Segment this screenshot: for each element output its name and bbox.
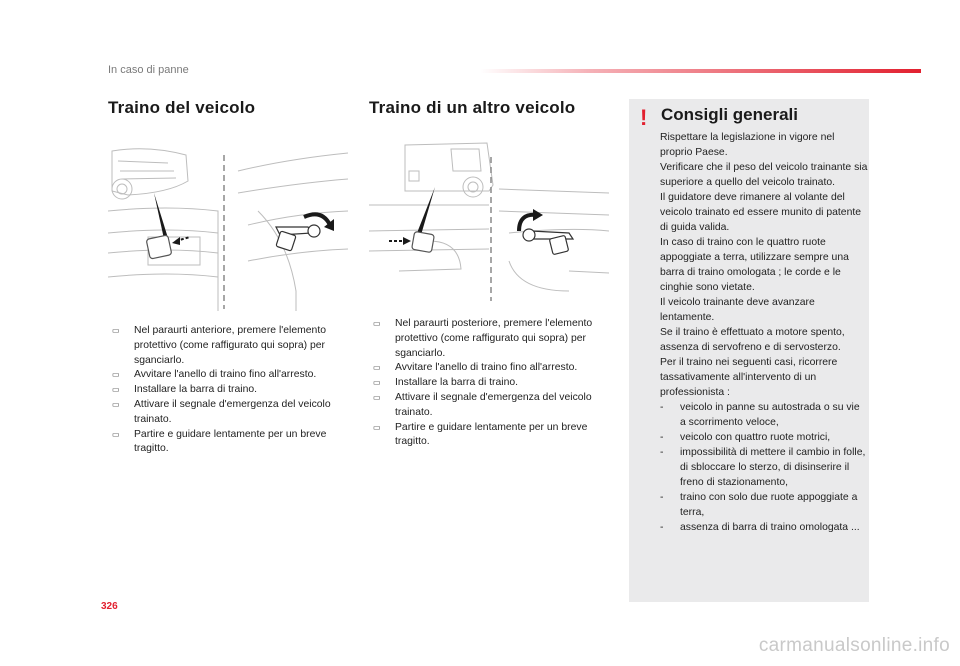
checkbox-bullet-icon: ▭ [112,370,120,380]
checkbox-bullet-icon: ▭ [373,363,381,373]
checkbox-bullet-icon: ▭ [112,326,120,335]
checkbox-bullet-icon: ▭ [373,392,381,402]
list-item: - impossibilità di mettere il cambio in folle, di sbloccare lo sterzo, di disinserire il freno di stazionamento, [660,447,866,488]
advice-paragraph: Per il traino nei seguenti casi, ricorrere tassativamente all'intervento di un professionista : [660,357,838,398]
checkbox-bullet-icon: ▭ [112,429,120,439]
list-item: ▭ Attivare il segnale d'emergenza del veicolo trainato. [373,391,592,418]
section-title: In caso di panne [108,64,189,76]
list-item: ▭ Avvitare l'anello di traino fino all'arresto. [112,368,350,383]
advice-panel [629,99,869,602]
heading-traino-del-veicolo: Traino del veicolo [108,98,256,117]
section-accent-bar [480,69,921,73]
advice-paragraph: Se il traino è effettuato a motore spento, assenza di servofreno e di servosterzo. [660,327,845,353]
advice-paragraph: Il veicolo trainante deve avanzare lentamente. [660,297,815,323]
list-item: ▭ Nel paraurti posteriore, premere l'elemento protettivo (come raffigurato qui sopra) per sganciarlo. [373,318,593,359]
checkbox-bullet-icon: ▭ [373,378,381,388]
list-item: - veicolo con quattro ruote motrici, [660,432,831,443]
list-item: ▭ Installare la barra di traino. [112,383,350,398]
advice-paragraph: Verificare che il peso del veicolo trainante sia superiore a quello del veicolo trainato. [660,162,868,188]
list-item: ▭ Avvitare l'anello di traino fino all'arresto. [373,361,609,376]
front-towing-steps [112,324,350,457]
professional-cases-list [660,400,868,535]
rear-towing-steps [373,317,609,450]
list-item: ▭ Installare la barra di traino. [373,376,609,391]
advice-title: Consigli generali [661,105,798,124]
list-item: ▭ Partire e guidare lentamente per un breve tragitto. [373,421,588,448]
advice-paragraph: Il guidatore deve rimanere al volante del veicolo trainato ed essere munito di patente di guida valida. [660,192,862,233]
page-number: 326 [101,601,118,612]
list-item: - veicolo in panne su autostrada o su vie a scorrimento veloce, [660,402,860,428]
rear-towing-illustration [369,141,609,303]
front-towing-illustration [108,141,348,313]
checkbox-bullet-icon: ▭ [112,385,120,395]
list-item: ▭ Partire e guidare lentamente per un breve tragitto. [112,428,327,455]
list-item: ▭ Nel paraurti anteriore, premere l'elemento protettivo (come raffigurato qui sopra) per sganciarlo. [112,325,326,366]
list-item: - traino con solo due ruote appoggiate a terra, [660,492,858,518]
watermark: carmanualsonline.info [758,635,950,656]
list-item: ▭ Attivare il segnale d'emergenza del veicolo trainato. [112,398,331,425]
advice-paragraph: In caso di traino con le quattro ruote appoggiate a terra, utilizzare sempre una barra di traino omologata ; le corde e le cinghie sono vietate. [660,237,849,293]
advice-paragraph: Rispettare la legislazione in vigore nel proprio Paese. [660,132,835,158]
checkbox-bullet-icon: ▭ [112,399,120,409]
advice-body [660,130,868,535]
checkbox-bullet-icon: ▭ [373,319,381,328]
checkbox-bullet-icon: ▭ [373,422,381,432]
exclamation-icon: ! [640,105,648,130]
list-item: - assenza di barra di traino omologata ... [660,522,860,533]
heading-traino-altro-veicolo: Traino di un altro veicolo [369,98,576,117]
